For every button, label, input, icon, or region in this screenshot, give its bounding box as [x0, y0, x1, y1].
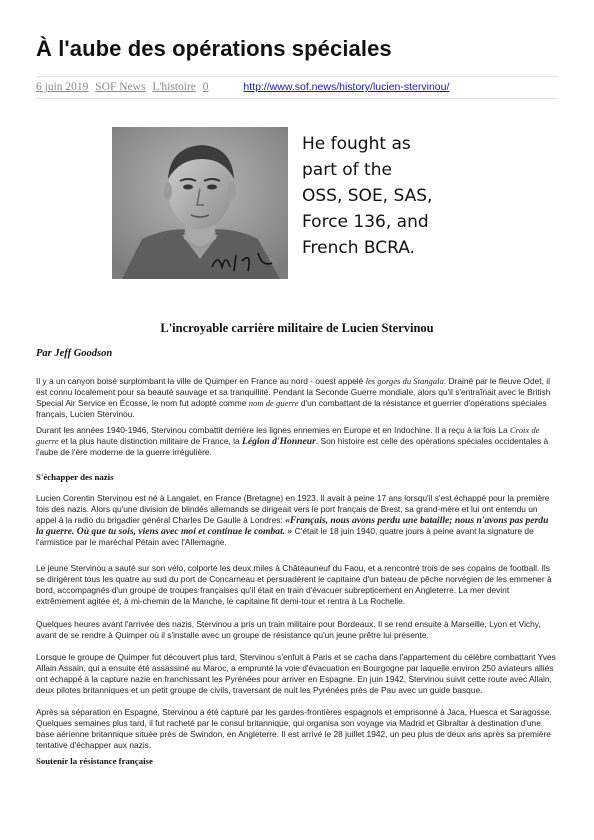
caption-line: He fought as — [302, 134, 411, 154]
byline: Par Jeff Goodson — [36, 348, 113, 359]
hero-image — [112, 127, 474, 279]
post-date-link[interactable]: 6 juin 2019 — [36, 81, 89, 93]
paragraph-4: Le jeune Stervinou a sauté sur son vélo, colporté les deux miles à Châteauneuf du Faou, et a rencontré trois de ses copains de football. Ils se dirigèrent tous les quatre au sud du port de Concarneau et persuadèrent le capitaine d'un bateau de pêche norvégien de les emmener à bord, accompagnés d'un groupe de troupes françaises qu'il était en train d'évacuer subrepticement en Angleterre. La mer devint extrêmement agitée et, à mi-chemin de la Manche, le capitaine fit demi-tour et rentra à La Rochelle. — [36, 563, 552, 606]
paragraph-6: Lorsque le groupe de Quimper fut découvert plus tard, Stervinou s'enfuit à Paris et se cacha dans l'appartement du célèbre combattant Yves Allain Assain, qui a ensuite été assassiné au Maroc, a emprunté la voie d'évacuation en Bourgogne par laquelle environ 250 aviateurs alliés ont échappé à la capture nazie en franchissant les Pyrénées pour arriver en Espagne. En juin 1942, Stervinou suivit cette route avec Allain, deux pilotes britanniques et un petit groupe de civils, traversant de nuit les Pyrénées près de Pau avec un guide basque. — [36, 652, 556, 695]
post-meta — [36, 81, 449, 93]
source-url-link[interactable]: http://www.sof.news/history/lucien-stervinou/ — [243, 81, 450, 93]
caption-line: OSS, SOE, SAS, — [302, 186, 433, 206]
post-comments-link[interactable]: 0 — [202, 81, 209, 93]
paragraph-7: Après sa séparation en Espagne, Stervinou a été capturé par les gardes-frontières espagnols et emprisonné à Jaca, Huesca et Saragosse. Quelques semaines plus tard, il fut racheté par le consul britannique, qui organisa son voyage via Madrid et Gibraltar à destination d'une base aérienne britannique située près de Swindon, en Angleterre. Il est arrivé le 28 juillet 1942, un peu plus de deux ans après sa première tentative d'échapper aux nazis. — [36, 707, 552, 750]
divider — [36, 76, 558, 77]
caption-line: Force 136, and — [302, 212, 429, 232]
paragraph-3: Lucien Corentin Stervinou est né à Langalet, en France (Bretagne) en 1923. Il avait à peine 17 ans lorsqu'il s'est échappé pour la première fois des nazis. Alors qu'une division de blindés allemands se dirigeait vers le port français de Brest, sa grand-mère et lui ont entendu un appel à la radio du brigadier général Charles De Gaulle à Londres: «Français, nous avons perdu une bataille; nous n'avons pas perdu la guerre. Où que tu sois, viens avec moi et continue le combat. » C'était le 18 juin 1940, quatre jours à peine avant la signature de l'armistice par le maréchal Pétain avec l'Allemagne. — [36, 493, 550, 547]
paragraph-2: Durant les années 1940-1946, Stervinou combattit derrière les lignes ennemies en Europe et en Indochine. Il a reçu à la fois La Croix de guerre et la plus haute distinction militaire de France, la Légion d'Honneur. Son histoire est celle des opérations spéciales occidentales à l'aube de l'ère moderne de la guerre irrégulière. — [36, 425, 549, 457]
subheading: Soutenir la résistance française — [36, 756, 153, 766]
hero-caption — [302, 131, 474, 261]
portrait-illustration — [112, 127, 288, 279]
caption-line: French BCRA. — [302, 238, 416, 258]
paragraph-1: Il y a un canyon boisé surplombant la ville de Quimper en France au nord - ouest appelé les gorges du Stangala. Drainé par le fleuve Odet, il est connu localement pour sa beauté sauvage et sa tranquillité. Pendant la Seconde Guerre mondiale, alors qu'il s'entraînait avec le British Special Air Service en Écosse, le nom fut adopté comme nom de guerre d'un combattant de la résistance et guerrier d'opérations spéciales français, Lucien Stervinou. — [36, 376, 551, 419]
paragraph-5: Quelques heures avant l'arrivée des nazis, Stervinou a pris un train militaire pour Bordeaux. Il se rend ensuite à Marseille, Lyon et Vichy, avant de se rendre à Quimper où il s'installe avec un groupe de résistance qu'un jeune prêtre lui présente. — [36, 619, 541, 640]
post-source-link[interactable]: SOF News — [95, 81, 146, 93]
post-category-link[interactable]: L'histoire — [152, 81, 196, 93]
article-heading: L'incroyable carrière militaire de Lucien Stervinou — [160, 321, 434, 335]
subheading: S'échapper des nazis — [36, 472, 114, 482]
page-title: À l'aube des opérations spéciales — [36, 36, 392, 61]
divider — [36, 98, 558, 99]
caption-line: part of the — [302, 160, 392, 180]
portrait-photo — [112, 127, 288, 279]
